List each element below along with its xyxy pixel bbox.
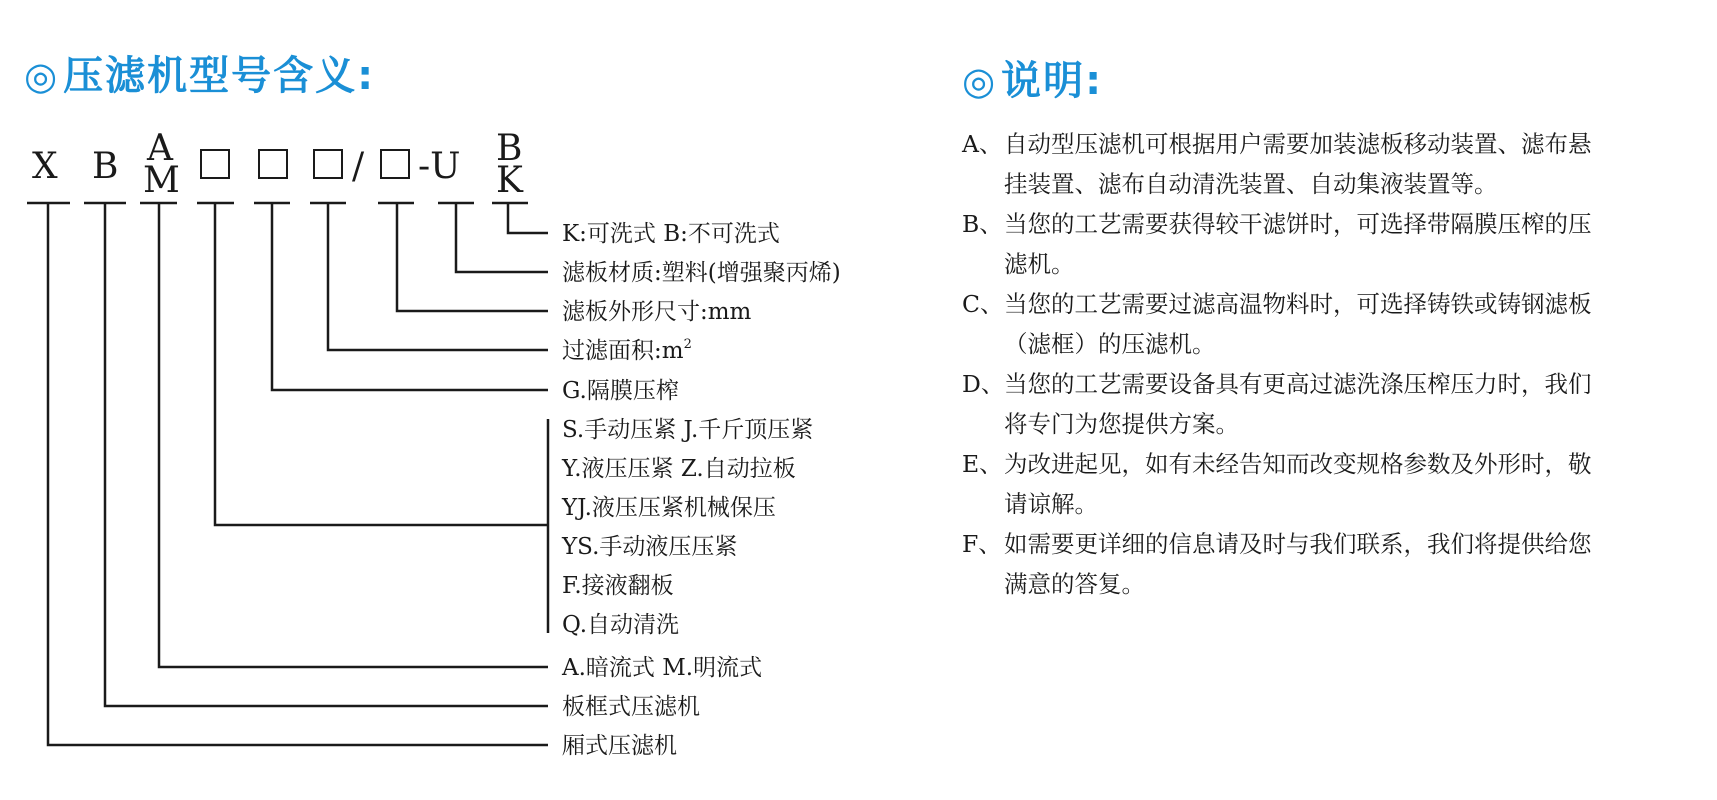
- note-item: [962, 364, 1612, 444]
- desc-auto-wash: Q.自动清洗: [562, 612, 680, 638]
- note-text: 自动型压滤机可根据用户需要加装滤板移动装置、滤布悬挂装置、滤布自动清洗装置、自动集液装置等。: [1004, 130, 1592, 198]
- code-char-b: B: [92, 146, 119, 187]
- model-meaning-title: 压滤机型号含义:: [63, 53, 376, 99]
- double-circle-icon: ◎: [24, 54, 60, 98]
- connector-wash-type: [508, 203, 548, 233]
- note-item: [962, 284, 1612, 364]
- code-char-bk-b: B: [496, 128, 523, 169]
- note-marker: F、: [962, 530, 1002, 558]
- connector-diaphragm: [272, 203, 548, 390]
- note-marker: B、: [962, 210, 1003, 238]
- desc-plate-size: 滤板外形尺寸:mm: [562, 299, 752, 325]
- connector-chamber-type: [48, 203, 548, 745]
- notes-title: 说明:: [1001, 58, 1104, 104]
- note-marker: D、: [962, 370, 1005, 398]
- code-box-2: [259, 150, 287, 178]
- note-item: [962, 204, 1612, 284]
- desc-wash-type: K:可洗式 B:不可洗式: [562, 221, 780, 247]
- notes-list: [962, 124, 1612, 604]
- note-marker: C、: [962, 290, 1004, 318]
- note-item: [962, 124, 1612, 204]
- code-char-dash-u: -U: [418, 146, 461, 187]
- code-char-m: M: [143, 160, 180, 201]
- note-text: 如需要更详细的信息请及时与我们联系，我们将提供给您满意的答复。: [1004, 530, 1592, 598]
- connector-plate-size: [397, 203, 548, 311]
- desc-filter-area-superscript: 2: [683, 337, 692, 352]
- desc-chamber-press: 厢式压滤机: [562, 733, 677, 759]
- note-text: 当您的工艺需要获得较干滤饼时，可选择带隔膜压榨的压滤机。: [1004, 210, 1592, 278]
- desc-plate-material: 滤板材质:塑料(增强聚丙烯): [562, 260, 841, 286]
- note-item: [962, 444, 1612, 524]
- connector-frame-type: [105, 203, 548, 706]
- desc-filter-area: 过滤面积$:m^2$: [562, 337, 692, 364]
- code-box-1: [201, 150, 229, 178]
- note-marker: E、: [962, 450, 1003, 478]
- desc-press-manual-jack: S.手动压紧 J.千斤顶压紧: [562, 417, 814, 443]
- desc-press-manual-hydraulic: YS.手动液压压紧: [562, 534, 738, 560]
- connector-plate-material: [456, 203, 548, 272]
- double-circle-icon: ◎: [962, 59, 998, 103]
- code-char-x: X: [32, 146, 58, 187]
- note-marker: A、: [962, 130, 1003, 158]
- connector-filter-area: [328, 203, 548, 350]
- desc-drip-tray: F.接液翻板: [562, 573, 674, 599]
- note-text: 当您的工艺需要设备具有更高过滤洗涤压榨压力时，我们将专门为您提供方案。: [1004, 370, 1592, 438]
- notes-heading: [962, 49, 1103, 106]
- note-text: 为改进起见，如有未经告知而改变规格参数及外形时，敬请谅解。: [1004, 450, 1592, 518]
- desc-press-hydraulic-auto: Y.液压压紧 Z.自动拉板: [562, 456, 796, 482]
- desc-diaphragm: G.隔膜压榨: [562, 378, 679, 404]
- code-char-bk-k: K: [496, 160, 523, 201]
- desc-press-hydraulic-mechanical: YJ.液压压紧机械保压: [562, 495, 776, 521]
- note-item: [962, 524, 1612, 604]
- connector-press-options: [215, 203, 548, 525]
- note-text: 当您的工艺需要过滤高温物料时，可选择铸铁或铸钢滤板（滤框）的压滤机。: [1004, 290, 1592, 358]
- code-box-3: [314, 150, 342, 178]
- code-char-slash: /: [352, 146, 365, 187]
- desc-frame-press: 板框式压滤机: [562, 694, 700, 720]
- desc-flow-type: A.暗流式 M.明流式: [562, 655, 763, 681]
- code-box-4: [381, 150, 409, 178]
- code-char-a: A: [147, 128, 173, 169]
